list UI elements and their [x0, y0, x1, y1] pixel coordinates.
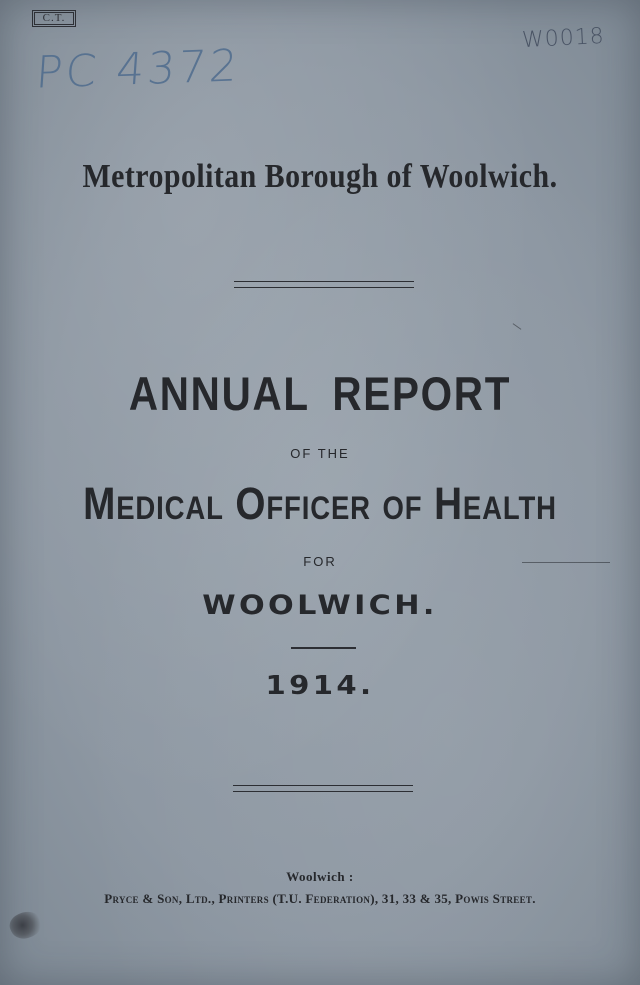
of-the-label: OF THE [290, 446, 350, 461]
handwritten-code: W0018 [521, 23, 606, 54]
ink-blot [6, 906, 46, 943]
for-label: FOR [303, 554, 337, 569]
report-year: 1914. [265, 671, 375, 701]
stray-mark [522, 562, 610, 563]
imprint-place: Woolwich : [286, 869, 354, 884]
divider-bottom [233, 785, 413, 792]
place-name: WOOLWICH. [202, 590, 438, 621]
office-title: Medical Officer of Health [83, 478, 557, 529]
catalogue-stamp: C.T. [32, 10, 76, 27]
handwritten-reference: PC 4372 [34, 40, 242, 99]
divider-short [291, 647, 356, 649]
report-title: ANNUAL REPORT [128, 367, 512, 420]
stray-mark [513, 323, 522, 330]
divider-top [234, 281, 414, 288]
borough-heading: Metropolitan Borough of Woolwich. [82, 158, 558, 195]
imprint-printer: Pryce & Son, Ltd., Printers (T.U. Federation), 31, 33 & 35, Powis Street. [104, 891, 536, 906]
